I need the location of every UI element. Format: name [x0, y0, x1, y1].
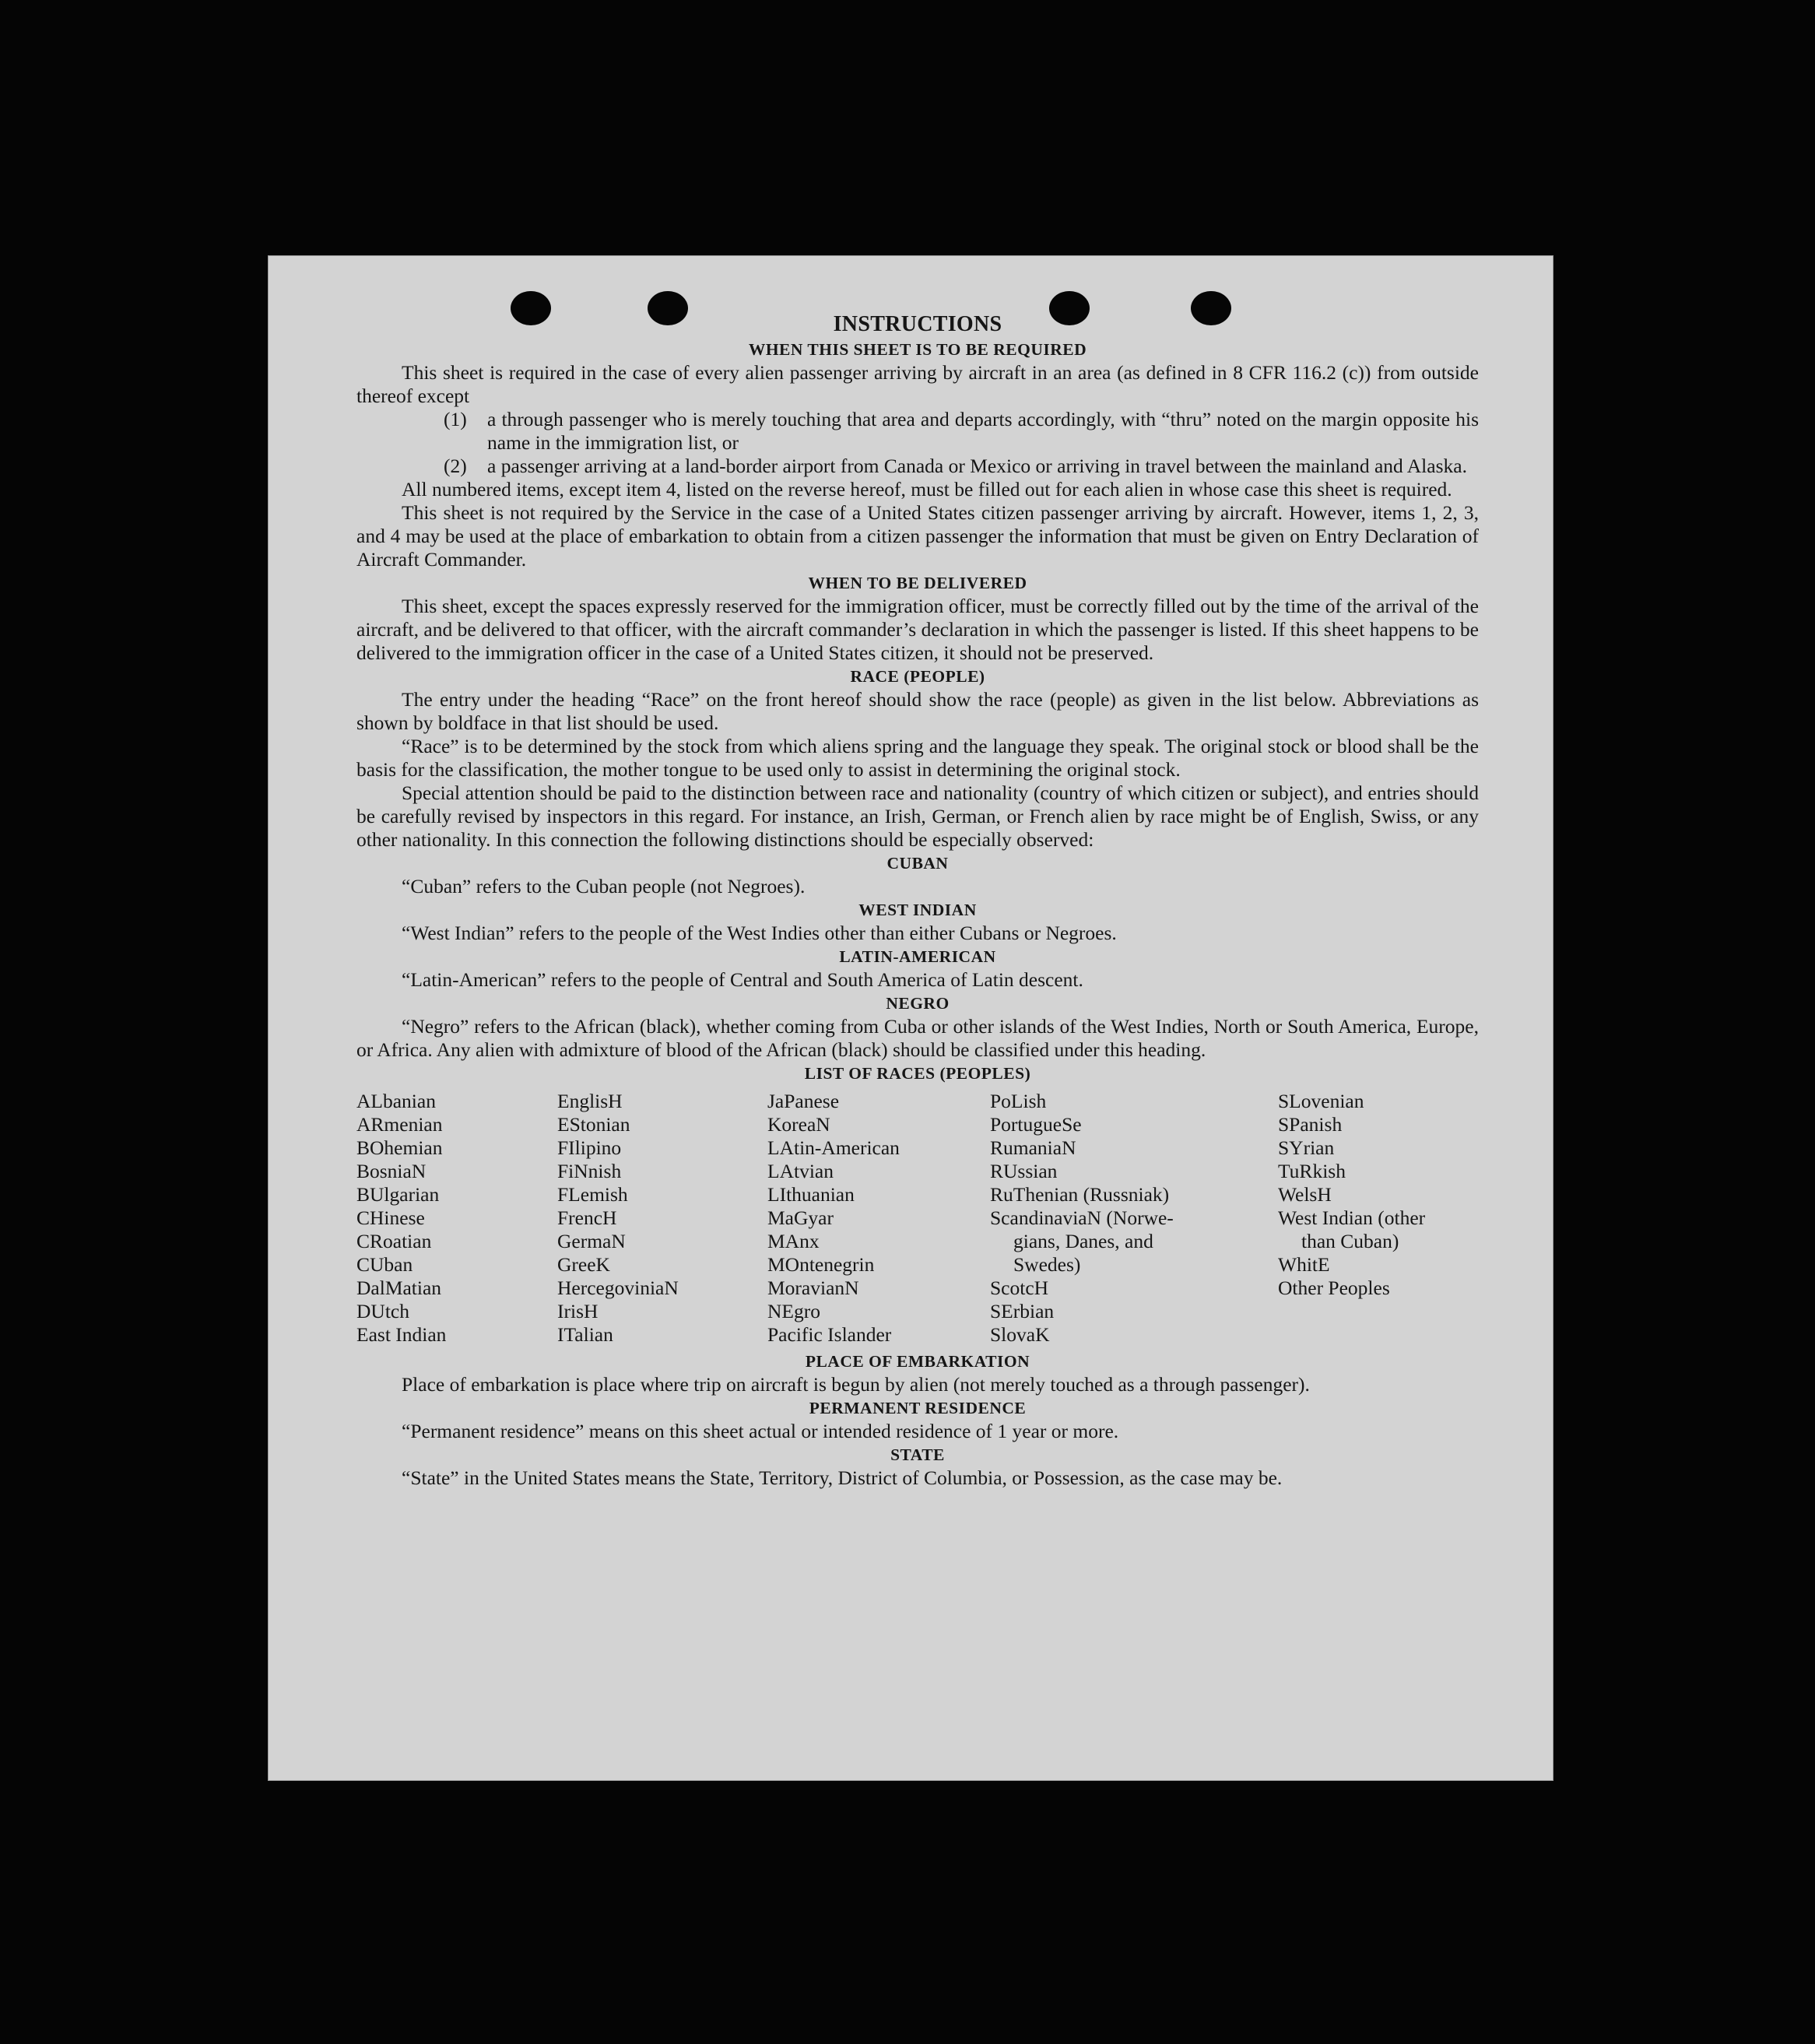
paragraph: This sheet is required in the case of every alien passenger arriving by aircraft in an area (as defined in 8 CFR 116.2 (c)) from outside thereof except [356, 361, 1479, 407]
paragraph: All numbered items, except item 4, listed on the reverse hereof, must be filled out for each alien in whose case this sheet is required. [402, 478, 1452, 500]
instructions-content [356, 311, 1479, 1490]
section-heading-state: STATE [890, 1445, 945, 1464]
race-entry: ScotcH [990, 1277, 1049, 1299]
race-entry: CUban [356, 1253, 413, 1276]
race-entry: MoravianN [767, 1277, 859, 1299]
race-entry: ScandinaviaN (Norwe- [990, 1206, 1174, 1229]
section-heading-list-of-races: LIST OF RACES (PEOPLES) [804, 1064, 1031, 1083]
exception-item [356, 455, 1479, 478]
race-entry: BOhemian [356, 1136, 443, 1159]
paragraph: Special attention should be paid to the distinction between race and nationality (country of which citizen or subject), and entries should be carefully revised by inspectors in this regard. For instance, an Irish, German, or French alien by race might be of English, Swiss, or any other nationality. In this connection the following distinctions should be especially observed: [356, 781, 1479, 851]
race-entry: BUlgarian [356, 1183, 440, 1206]
race-entry: RumaniaN [990, 1136, 1076, 1159]
race-entry: HercegoviniaN [557, 1277, 679, 1299]
race-entry: SPanish [1278, 1113, 1343, 1136]
paragraph: This sheet is not required by the Service in the case of a United States citizen passenger arriving by aircraft. However, items 1, 2, 3, and 4 may be used at the place of embarkation to obtain from a citizen passenger the information that must be given on Entry Declaration of Aircraft Commander. [356, 501, 1479, 571]
paragraph: The entry under the heading “Race” on the front hereof should show the race (people) as given in the list below. Abbreviations as shown by boldface in that list should be used. [356, 688, 1479, 734]
race-column [356, 1090, 557, 1347]
race-entry: TuRkish [1278, 1160, 1346, 1182]
race-entry: IrisH [557, 1300, 599, 1322]
race-entry: SYrian [1278, 1136, 1335, 1159]
exception-text: a through passenger who is merely touching that area and departs accordingly, with “thru” noted on the margin opposite his name in the immigration list, or [487, 408, 1479, 454]
exception-text: a passenger arriving at a land-border airport from Canada or Mexico or arriving in travel between the mainland and Alaska. [487, 455, 1467, 477]
race-entry-continuation: Swedes) [1013, 1253, 1081, 1276]
race-entry: LIthuanian [767, 1183, 855, 1206]
race-entry: FiNnish [557, 1160, 622, 1182]
paragraph: “Race” is to be determined by the stock from which aliens spring and the language they speak. The original stock or blood shall be the basis for the classification, the mother tongue to be used only to assist in determining the original stock. [356, 735, 1479, 781]
race-entry: FLemish [557, 1183, 628, 1206]
race-entry: EStonian [557, 1113, 630, 1136]
race-list [356, 1090, 1479, 1347]
race-entry: East Indian [356, 1323, 447, 1346]
race-entry: GreeK [557, 1253, 610, 1276]
race-entry: MOntenegrin [767, 1253, 875, 1276]
race-entry-continuation: than Cuban) [1301, 1230, 1399, 1252]
race-entry: NEgro [767, 1300, 820, 1322]
race-entry: DalMatian [356, 1277, 442, 1299]
section-heading-cuban: CUBAN [886, 854, 949, 873]
race-entry: SErbian [990, 1300, 1055, 1322]
paragraph: “Cuban” refers to the Cuban people (not Negroes). [402, 875, 806, 897]
race-entry: RUssian [990, 1160, 1058, 1182]
race-entry: GermaN [557, 1230, 626, 1252]
page-title: INSTRUCTIONS [833, 312, 1002, 336]
section-heading-race: RACE (PEOPLE) [850, 667, 985, 686]
race-entry: SlovaK [990, 1323, 1050, 1346]
paragraph: “West Indian” refers to the people of the West Indies other than either Cubans or Negroes. [402, 922, 1117, 944]
exception-number: (2) [444, 455, 467, 477]
paragraph: This sheet, except the spaces expressly reserved for the immigration officer, must be correctly filled out by the time of the arrival of the aircraft, and be delivered to that officer, with the aircraft commander’s declaration in which the passenger is listed. If this sheet happens to be delivered to the immigration officer in the case of a United States citizen, it should not be preserved. [356, 595, 1479, 664]
race-entry: Other Peoples [1278, 1277, 1390, 1299]
section-heading-negro: NEGRO [886, 994, 950, 1013]
race-entry: CRoatian [356, 1230, 432, 1252]
race-entry: WhitE [1278, 1253, 1330, 1276]
section-heading-west-indian: WEST INDIAN [858, 901, 977, 919]
race-column [1278, 1090, 1479, 1347]
section-heading-embarkation: PLACE OF EMBARKATION [805, 1352, 1030, 1371]
race-entry: ITalian [557, 1323, 613, 1346]
race-entry: CHinese [356, 1206, 425, 1229]
race-entry: EnglisH [557, 1090, 623, 1112]
race-entry: DUtch [356, 1300, 409, 1322]
race-entry: JaPanese [767, 1090, 840, 1112]
race-column [990, 1090, 1278, 1347]
race-entry: SLovenian [1278, 1090, 1364, 1112]
race-entry: LAtvian [767, 1160, 834, 1182]
document-sheet [268, 255, 1553, 1781]
exception-item [356, 408, 1479, 455]
paragraph: “State” in the United States means the State, Territory, District of Columbia, or Possession, as the case may be. [402, 1466, 1283, 1489]
race-entry-continuation: gians, Danes, and [1013, 1230, 1153, 1252]
paragraph: “Permanent residence” means on this sheet actual or intended residence of 1 year or more. [402, 1420, 1119, 1442]
paragraph: “Latin-American” refers to the people of Central and South America of Latin descent. [402, 968, 1083, 991]
race-entry: RuThenian (Russniak) [990, 1183, 1170, 1206]
paragraph: “Negro” refers to the African (black), whether coming from Cuba or other islands of the West Indies, North or South America, Europe, or Africa. Any alien with admixture of blood of the African (black) should be classified under this heading. [356, 1015, 1479, 1061]
race-column [767, 1090, 990, 1347]
race-entry: MAnx [767, 1230, 820, 1252]
race-entry: PortugueSe [990, 1113, 1082, 1136]
section-heading-required: WHEN THIS SHEET IS TO BE REQUIRED [748, 340, 1087, 359]
race-entry: Pacific Islander [767, 1323, 892, 1346]
race-entry: BosniaN [356, 1160, 427, 1182]
section-heading-delivered: WHEN TO BE DELIVERED [808, 574, 1027, 592]
exception-number: (1) [444, 408, 467, 430]
race-entry: FrencH [557, 1206, 617, 1229]
section-heading-latin-american: LATIN-AMERICAN [839, 947, 996, 966]
race-entry: ARmenian [356, 1113, 443, 1136]
race-entry: FIlipino [557, 1136, 622, 1159]
race-entry: WelsH [1278, 1183, 1332, 1206]
paragraph: Place of embarkation is place where trip on aircraft is begun by alien (not merely touched as a through passenger). [402, 1373, 1310, 1396]
race-entry: LAtin-American [767, 1136, 900, 1159]
race-column [557, 1090, 767, 1347]
race-entry: KoreaN [767, 1113, 830, 1136]
race-entry: ALbanian [356, 1090, 436, 1112]
race-entry: MaGyar [767, 1206, 834, 1229]
section-heading-residence: PERMANENT RESIDENCE [809, 1399, 1027, 1417]
race-entry: West Indian (other [1278, 1206, 1426, 1229]
race-entry: PoLish [990, 1090, 1047, 1112]
